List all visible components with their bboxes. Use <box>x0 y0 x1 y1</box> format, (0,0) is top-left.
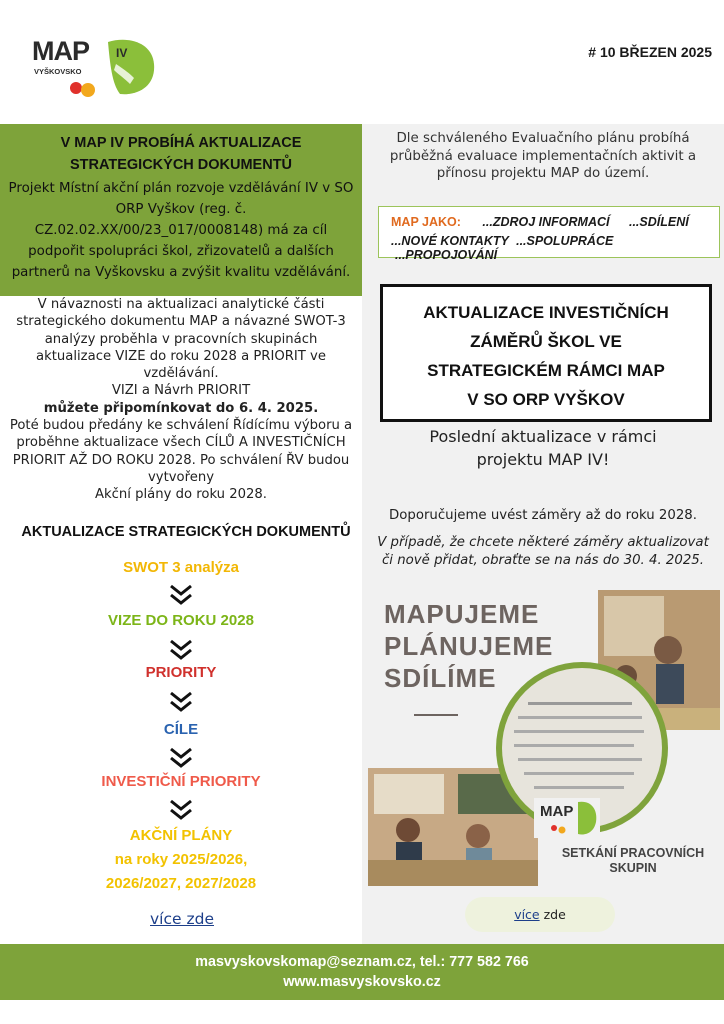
step-vize: VIZE DO ROKU 2028 <box>108 612 254 629</box>
step-akcni-years2: 2026/2027, 2027/2028 <box>105 875 257 892</box>
intro-title: V MAP IV PROBÍHÁ AKTUALIZACE STRATEGICKÝCH DOKUMENTŮ <box>60 135 302 173</box>
map-jako-box <box>378 206 720 262</box>
comment-deadline: můžete připomínkovat do 6. 4. 2025. <box>43 400 319 416</box>
update-paragraph: V návaznosti na aktualizaci analytické části strategického dokumentu MAP a návazné SWOT-3 analýzy proběhla v pracovních skupinách aktualizace VIZE do roku 2028 a PRIORIT ve vzdělávání. <box>16 297 346 382</box>
map-jako-item: ...NOVÉ KONTAKTY <box>391 234 509 248</box>
step-invest: INVESTIČNÍ PRIORITY <box>101 773 261 790</box>
svg-text:MAP: MAP <box>540 803 574 820</box>
logo-region: VYŠKOVSKO <box>34 67 82 76</box>
map-vyskovsko-logo <box>30 34 160 100</box>
more-info-link[interactable]: více zde <box>150 910 214 928</box>
slogan: MAPUJEME PLÁNUJEME SDÍLÍME <box>384 599 554 693</box>
chevron-down-icon <box>168 638 194 662</box>
map-jako-item: ...SPOLUPRÁCE <box>516 234 614 248</box>
chevron-down-icon <box>168 798 194 822</box>
strategy-heading: AKTUALIZACE STRATEGICKÝCH DOKUMENTŮ <box>21 524 351 540</box>
more-info-button[interactable]: více zde <box>465 897 615 932</box>
contact-note: V případě, že chcete některé záměry aktualizovat či nově přidat, obraťte se na nás do 30. 4. 2025. <box>377 535 709 568</box>
step-priority: PRIORITY <box>145 664 217 681</box>
footer <box>0 944 724 1000</box>
investment-title-box <box>380 284 712 422</box>
last-update-heading: Poslední aktualizace v rámci projektu MAP IV! <box>429 427 657 469</box>
footer-contact[interactable]: masvyskovskomap@seznam.cz, tel.: 777 582 766 <box>195 954 529 970</box>
chevron-down-icon <box>168 690 194 714</box>
investment-title: AKTUALIZACE INVESTIČNÍCH ZÁMĚRŮ ŠKOL VE STRATEGICKÉM RÁMCI MAP V SO ORP VYŠKOV <box>423 303 669 409</box>
map-jako-item: ...ZDROJ INFORMACÍ <box>482 215 610 229</box>
more-info-link[interactable]: více <box>514 907 540 922</box>
footer-website[interactable]: www.masvyskovsko.cz <box>283 974 441 990</box>
step-akcni-years1: na roky 2025/2026, <box>114 851 248 868</box>
logo-roman: IV <box>116 46 128 60</box>
step-swot: SWOT 3 analýza <box>123 559 239 576</box>
recommendation-text: Doporučujeme uvést záměry až do roku 2028. <box>389 508 697 523</box>
step-akcni-title: AKČNÍ PLÁNY <box>129 827 233 844</box>
step-cile: CÍLE <box>163 721 199 738</box>
comment-note: VIZI a Návrh PRIORIT <box>111 383 251 399</box>
slogan-divider <box>414 714 458 716</box>
logo-map-text: MAP <box>32 36 89 66</box>
action-plans-note: Akční plány do roku 2028. <box>95 487 267 503</box>
photo-collage <box>368 590 720 890</box>
update-info <box>0 296 362 504</box>
evaluation-text: Dle schváleného Evaluačního plánu probíhá průběžná evaluace implementačních aktivit a přínosu projektu MAP do území. <box>389 131 697 181</box>
approval-paragraph: Poté budou předány ke schválení Řídícímu výboru a proběhne aktualizace všech CÍLŮ A INVESTIČNÍCH PRIORIT AŽ DO ROKU 2028. Po schválení ŘV budou vytvořeny <box>9 418 353 485</box>
intro-text: Projekt Místní akční plán rozvoje vzdělávání IV v SO ORP Vyškov (reg. č. CZ.02.02.XX/00/23_017/0008148) má za cíl podpořit spolupráci škol, zřizovatelů a dalších partnerů na Vyškovsku a zvýšit kvalitu vzdělávání. <box>8 181 354 280</box>
map-jako-item: ...SDÍLENÍ <box>628 215 689 229</box>
photo-caption: SETKÁNÍ PRACOVNÍCH SKUPIN <box>561 846 705 875</box>
map-jako-label: MAP JAKO: <box>391 215 461 229</box>
intro-box <box>0 124 362 296</box>
chevron-down-icon <box>168 583 194 607</box>
issue-number: # 10 BŘEZEN 2025 <box>588 44 712 60</box>
map-jako-item: ...PROPOJOVÁNÍ <box>395 248 498 262</box>
chevron-down-icon <box>168 746 194 770</box>
